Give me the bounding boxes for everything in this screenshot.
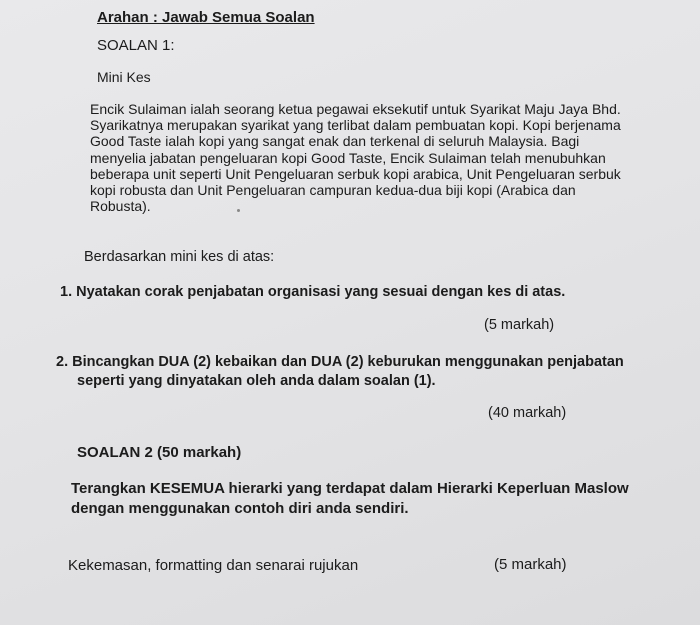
item-number: 1. — [60, 284, 73, 300]
footer-label: Kekemasan, formatting dan senarai rujukan — [68, 557, 359, 574]
question-item-1 — [60, 284, 565, 300]
instruction-heading: Arahan : Jawab Semua Soalan — [97, 9, 315, 26]
item-text: Nyatakan corak penjabatan organisasi yang sesuai dengan kes di atas. — [76, 284, 566, 300]
case-line: Encik Sulaiman ialah seorang ketua pegawai eksekutif untuk Syarikat Maju Jaya Bhd. — [90, 101, 621, 117]
footer-marks: (5 markah) — [494, 556, 567, 573]
item-2-marks: (40 markah) — [488, 405, 567, 421]
case-line: Syarikatnya merupakan syarikat yang terlibat dalam pembuatan kopi. Kopi berjenama — [90, 117, 621, 134]
question-item-2 — [56, 353, 624, 391]
question-2-line: dengan menggunakan contoh diri anda sendiri. — [71, 500, 409, 517]
question-2-text — [71, 479, 629, 519]
case-line: Good Taste ialah kopi yang sangat enak dan terkenal di seluruh Malaysia. Bagi — [90, 133, 580, 150]
case-line: kopi robusta dan Unit Pengeluaran campuran kedua-dua biji kopi (Arabica dan — [90, 182, 576, 199]
question-2-line: Terangkan KESEMUA hierarki yang terdapat dalam Hierarki Keperluan Maslow — [71, 480, 629, 497]
case-text — [90, 101, 640, 214]
case-label: Mini Kes — [97, 69, 151, 85]
item-number: 2. — [56, 354, 69, 370]
paper-speck — [237, 209, 240, 212]
case-intro: Berdasarkan mini kes di atas: — [84, 249, 275, 265]
question-1-heading: SOALAN 1: — [97, 37, 175, 54]
item-1-marks: (5 markah) — [484, 317, 555, 333]
question-2-heading: SOALAN 2 (50 markah) — [77, 444, 242, 461]
item-text: Bincangkan DUA (2) kebaikan dan DUA (2) keburukan menggunakan penjabatan — [72, 354, 624, 370]
case-line: Robusta). — [90, 198, 151, 215]
case-line: menyelia jabatan pengeluaran kopi Good Taste, Encik Sulaiman telah menubuhkan — [90, 149, 606, 166]
case-line: beberapa unit seperti Unit Pengeluaran serbuk kopi arabica, Unit Pengeluaran serbuk — [90, 165, 621, 182]
item-text: seperti yang dinyatakan oleh anda dalam soalan (1). — [77, 373, 436, 389]
